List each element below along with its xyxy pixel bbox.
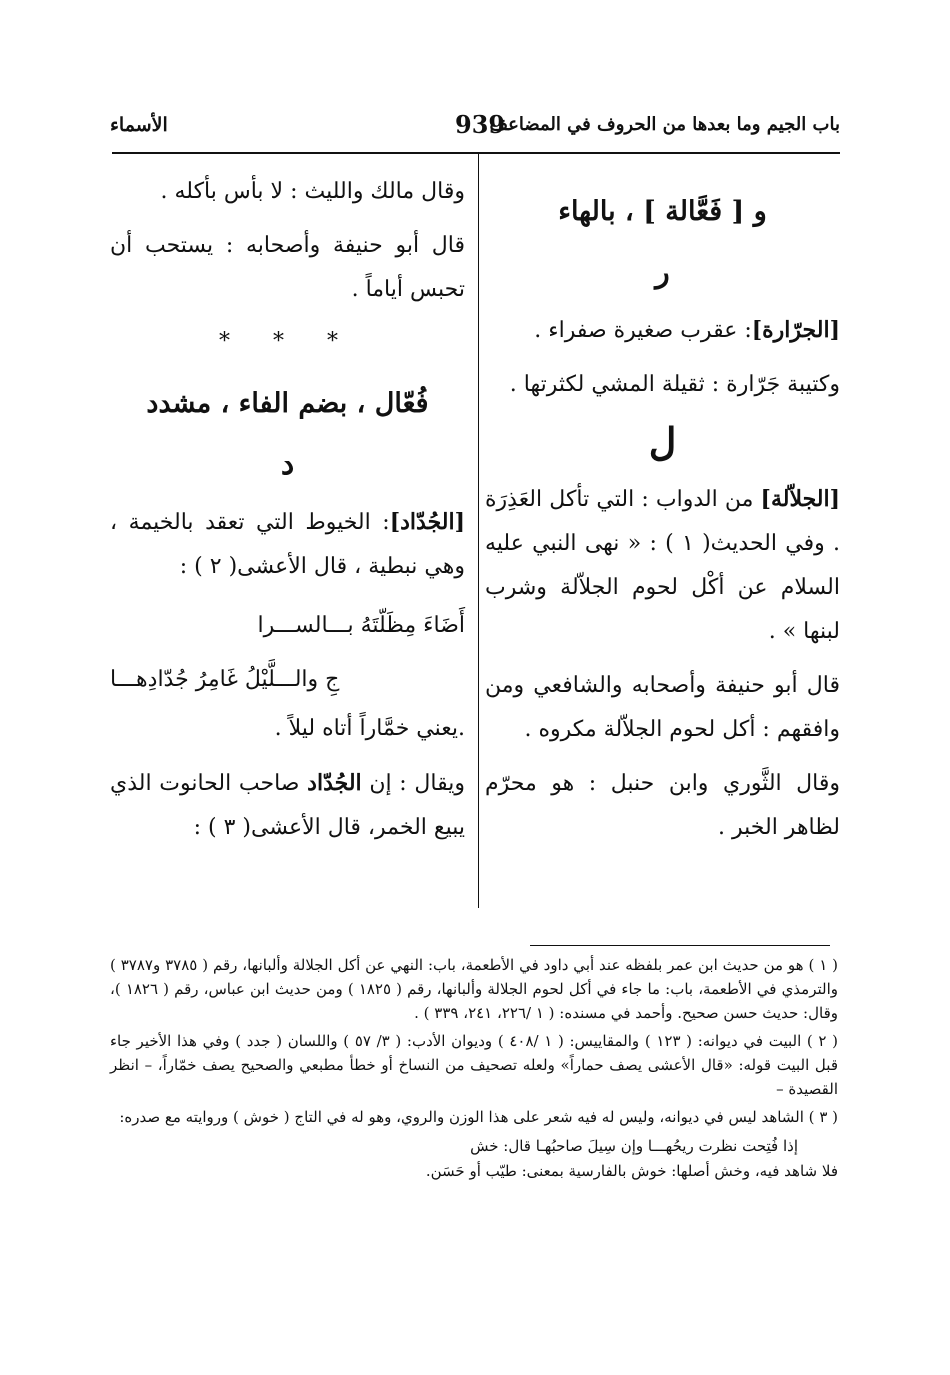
left-column xyxy=(110,170,465,860)
footnotes xyxy=(110,953,838,1187)
section-divider-stars: * * * xyxy=(219,329,356,354)
header-rule xyxy=(112,152,840,154)
section-title: باب الجيم وما بعدها من الحروف في المضاعف xyxy=(489,114,840,135)
entry-jarrara xyxy=(485,308,840,353)
section-heading: و [ فَعَّالة ] ، بالهاء xyxy=(558,196,767,227)
entry-text: ويقال : إن xyxy=(361,771,465,796)
paragraph xyxy=(110,761,465,850)
right-column xyxy=(485,170,840,860)
footnote-2: ( ٢ ) البيت في ديوانه: ( ١٢٣ ) والمقاييس: ( ١ /٤٠٨ ) وديوان الأدب: ( ٣/ ٥٧ ) واللسان ( جدد ) وفي هذا الأخير جاء قبل البيت قوله: «قال الأعشى يصف حماراً» ولعله تصحيف من النساخ أو خطأ مطبعي والصحيح يصف خمّاراً، – انظر القصيدة – xyxy=(110,1032,838,1098)
entry-text: : الخيوط التي تعقد بالخيمة ، وهي نبطية ، قال الأعشى( ٢ ) : xyxy=(110,510,465,579)
entry-text: صاحب الحانوت الذي يبيع الخمر، قال الأعشى( ٣ ) : xyxy=(110,771,465,840)
letter-heading-l: ل xyxy=(648,419,677,464)
paragraph: قال أبو حنيفة وأصحابه : يستحب أن تحبس أياماً . xyxy=(110,233,465,302)
footnote-3-tail: فلا شاهد فيه، وخش أصلها: خوش بالفارسية بمعنى: طيّب أو حَسَن. xyxy=(425,1162,838,1180)
running-header xyxy=(110,108,840,152)
paragraph: قال أبو حنيفة وأصحابه والشافعي ومن وافقهم : أكل لحوم الجلاّلة مكروه . xyxy=(485,673,840,742)
entry-term: [الجلاّلة] xyxy=(760,486,840,512)
entry-jallala xyxy=(485,477,840,654)
footnote-3: ( ٣ ) الشاهد ليس في ديوانه، وليس له فيه شعر على هذا الوزن والروي، وهو له في التاج ( خوش ) وروايته مع صدره: xyxy=(119,1108,838,1126)
paragraph: وقال مالك والليث : لا بأس بأكله . xyxy=(160,179,465,204)
paragraph: وقال الثَّوري وابن حنبل : هو محرّم لظاهر الخبر . xyxy=(485,771,840,840)
section-heading: فُعّال ، بضم الفاء ، مشدد xyxy=(146,388,429,419)
entry-text: من الدواب : التي تأكل العَذِرَة . وفي الحديث( ١ ) : « نهى النبي عليه السلام عن أكْل لحوم الجلاّلة وشرب لبنها » . xyxy=(485,487,841,644)
entry-juddad xyxy=(110,500,465,589)
entry-term: [الجرّارة] xyxy=(751,317,840,343)
paragraph: وكتيبة جَرّارة : ثقيلة المشي لكثرتها . xyxy=(509,372,840,397)
verse-line-1: أَضَاءَ مِظَلّتَهُ بـــالســـرا xyxy=(257,613,465,638)
chapter-title: الأسماء xyxy=(110,114,168,136)
footnote-rule xyxy=(530,945,830,946)
paragraph: .يعني خمَّاراً أتاه ليلاً . xyxy=(274,716,465,741)
entry-text: : عقرب صغيرة صفراء . xyxy=(534,318,752,343)
page-number: 939 xyxy=(455,110,506,139)
entry-term: الجُدّاد xyxy=(307,770,362,796)
letter-heading-d: د xyxy=(280,447,295,482)
entry-term: [الجُدّاد] xyxy=(389,509,465,535)
verse-line-2: جِ والـــلَّيْلُ غَامِرُ جُدّادِهـــا xyxy=(110,667,340,692)
letter-heading-r: ر xyxy=(655,255,670,290)
footnote-1: ( ١ ) هو من حديث ابن عمر بلفظه عند أبي داود في الأطعمة، باب: النهي عن أكل الجلالة وألبانها، رقم ( ٣٧٨٥ و٣٧٨٧ ) والترمذي في الأطعمة، باب: ما جاء في أكل لحوم الجلالة وألبانها، رقم ( ١٨٢٥ ) ومن حديث ابن عباس، رقم ( ١٨٢٦ )، وقال: حديث حسن صحيح. وأحمد في مسنده: ( ١ /٢٢٦، ٢٤١، ٣٣٩ ) . xyxy=(110,956,839,1022)
column-separator xyxy=(478,153,479,908)
footnote-verse: إذا فُتِحت نظرت ريحُهـــا وإن سِيلَ صاحبُهـا قال: خش xyxy=(470,1137,798,1155)
